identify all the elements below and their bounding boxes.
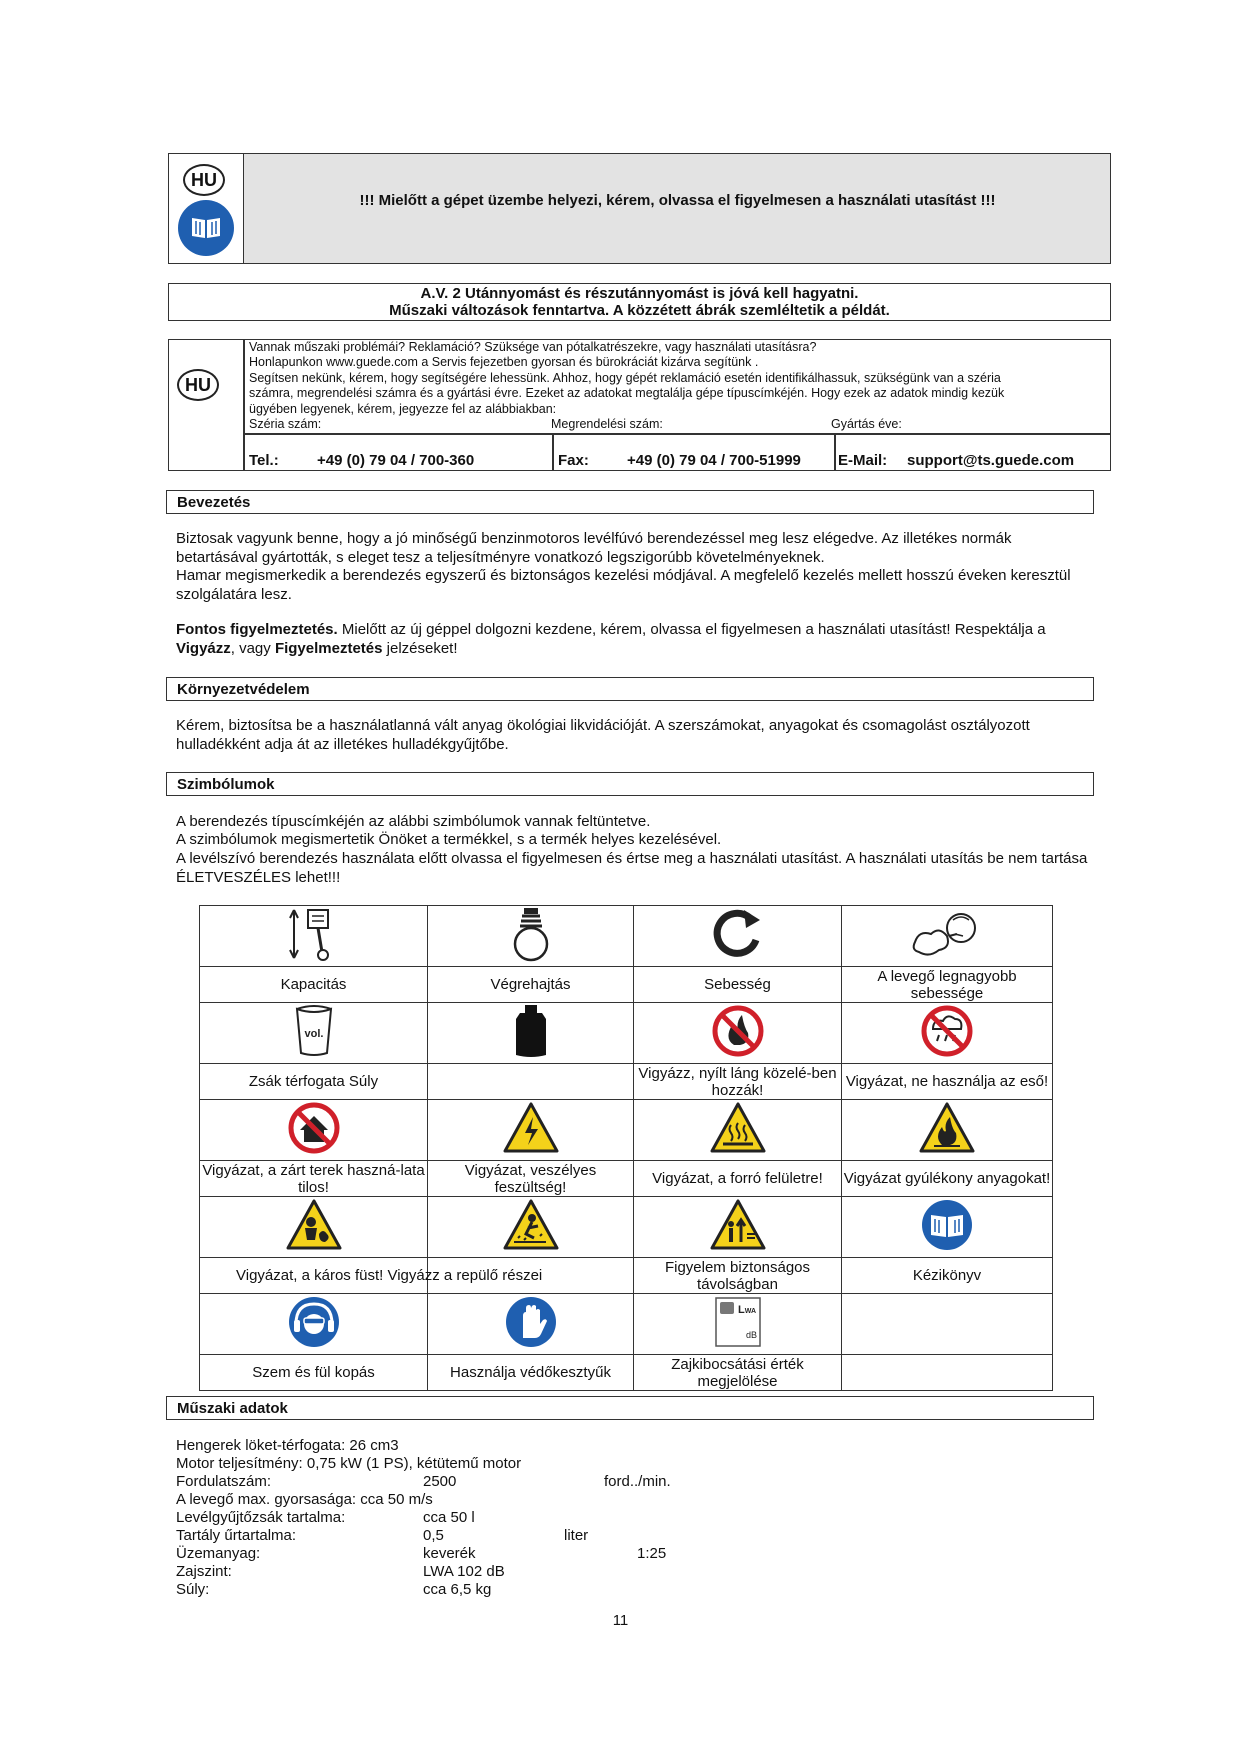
contact-line: Vannak műszaki problémái? Reklamáció? Szüksége van pótalkatrészekre, vagy használati utasításra?: [249, 340, 817, 354]
notice-line-2: Műszaki változások fenntartva. A közzétett ábrák szemléltetik a példát.: [389, 302, 890, 319]
spec-label: Súly:: [176, 1581, 210, 1598]
spec-label: Fordulatszám:: [176, 1473, 272, 1490]
environment-paragraph: Kérem, biztosítsa be a használatlanná vált anyag ökológiai likvidációját. A szerszámokat, anyagokat és csomagolást osztályozott hulladékként adja át az illetékes hulladékgyűjtőbe.: [176, 717, 1030, 753]
no-open-flame-icon: [710, 1003, 766, 1059]
lang-badge: HU: [183, 164, 225, 196]
symbol-cell: [634, 1100, 842, 1161]
high-voltage-icon: [502, 1101, 560, 1155]
symbols-paragraph-2: A szimbólumok megismertetik Önöket a termékkel, s a termék helyes kezelésével.: [176, 831, 722, 848]
weight-icon: [506, 1003, 556, 1059]
order-label: Megrendelési szám:: [551, 417, 663, 431]
intro-paragraph-3: [176, 621, 1096, 658]
year-label: Gyártás éve:: [831, 417, 902, 431]
symbol-cell: [428, 1197, 634, 1258]
spec-value: cca 6,5 kg: [423, 1581, 492, 1598]
symbol-cell: [200, 1100, 428, 1161]
fax-value: +49 (0) 79 04 / 700-51999: [627, 452, 801, 469]
symbols-paragraph-3: A levélszívó berendezés használata előtt olvassa el figyelmesen és értse meg a használati utasítást. A használati utasítás be nem tartása ÉLETVESZÉLES lehet!!!: [176, 850, 1088, 886]
noise-level-icon: [710, 1294, 766, 1350]
spec-label: Üzemanyag:: [176, 1545, 261, 1562]
symbol-label: A levegő legnagyobb sebessége: [842, 967, 1053, 1003]
symbol-label: [200, 1258, 543, 1294]
intro-text: Mielőtt az új géppel dolgozni kezdene, kérem, olvassa el figyelmesen a használati utasítást! Respektálja a: [337, 621, 1046, 638]
spec-value: 2500: [423, 1473, 457, 1490]
contact-line: számra, megrendelési számra és a gyártási évre. Ezeket az adatokat megtalálja gépe típuscímkéjén. Hogy ezek az adatok mindig kezük: [249, 386, 1005, 401]
spec-value: LWA 102 dB: [423, 1563, 505, 1580]
symbol-label: [842, 1355, 1053, 1391]
symbol-label: Vigyázat, a zárt terek haszná-lata tilos!: [200, 1161, 428, 1197]
symbol-label-row: [200, 1161, 1053, 1197]
intro-emphasis: Vigyázz: [176, 639, 231, 657]
spec-label: Zajszint:: [176, 1563, 232, 1580]
contact-line: Segítsen nekünk, kérem, hogy segítségére lehessünk. Ahhoz, hogy gépét reklamáció esetén identifikálhassuk, szükségünk van a széria: [249, 370, 1001, 385]
symbol-cell: [200, 906, 428, 967]
symbol-label-row: [200, 967, 1053, 1003]
symbol-cell: [634, 1294, 842, 1355]
no-rain-icon: [919, 1003, 975, 1059]
symbol-icon-row: [200, 1197, 1053, 1258]
spec-unit: 1:25: [637, 1545, 667, 1562]
symbol-label-row: [200, 1064, 1053, 1100]
symbol-cell: [842, 1003, 1053, 1064]
noise-level-text: WA: [744, 1308, 756, 1315]
symbol-cell: [842, 1197, 1053, 1258]
spec-label: Motor teljesítmény: 0,75 kW (1 PS), kétütemű motor: [176, 1455, 522, 1472]
contact-line: Honlapunkon www.guede.com a Servis fejezetben gyorsan és bürokráciát kizárva segítünk .: [249, 355, 759, 370]
symbol-cell: [428, 906, 634, 967]
spec-unit: liter: [564, 1527, 589, 1544]
symbol-cell: [634, 1197, 842, 1258]
symbol-label: Vigyázz, nyílt láng közelé-ben hozzák!: [634, 1064, 842, 1100]
spec-label: Levélgyűjtőzsák tartalma:: [176, 1509, 346, 1526]
symbol-label: Végrehajtás: [428, 967, 634, 1003]
manual-icon: [919, 1197, 975, 1253]
spec-value: 0,5: [423, 1527, 444, 1544]
symbol-cell: [428, 1100, 634, 1161]
symbol-label: Zsák térfogata Súly: [200, 1064, 428, 1100]
section-heading-symbols: Szimbólumok: [166, 772, 1094, 796]
symbol-label: Sebesség: [634, 967, 842, 1003]
symbol-label-wide: Vigyázat, a káros füst! Vigyázz a repülő részei: [236, 1267, 543, 1284]
symbol-cell: [842, 906, 1053, 967]
spec-label: A levegő max. gyorsasága: cca 50 m/s: [176, 1491, 433, 1508]
eye-ear-protection-icon: [286, 1294, 342, 1350]
symbol-cell: [634, 906, 842, 967]
bag-volume-icon: [291, 1003, 337, 1059]
bag-volume-text: vol.: [304, 1028, 323, 1040]
symbol-label: [428, 1064, 634, 1100]
spec-label: Tartály űrtartalma:: [176, 1527, 297, 1544]
safe-distance-icon: [709, 1198, 767, 1252]
flying-parts-icon: [502, 1198, 560, 1252]
section-heading-tech: Műszaki adatok: [166, 1396, 1094, 1420]
spec-label: Hengerek löket-térfogata: 26 cm3: [176, 1437, 399, 1454]
intro-emphasis: Fontos figyelmeztetés.: [176, 621, 338, 638]
symbol-label: Zajkibocsátási érték megjelölése: [634, 1355, 842, 1391]
manual-icon: [178, 200, 234, 256]
symbol-icon-row: [200, 1100, 1053, 1161]
email-value[interactable]: support@ts.guede.com: [907, 452, 1075, 469]
symbol-label: Szem és fül kopás: [200, 1355, 428, 1391]
contact-divider-fax: [552, 433, 554, 471]
symbol-label: Kapacitás: [200, 967, 428, 1003]
noise-level-text: L: [737, 1304, 745, 1316]
page-number: 11: [612, 1612, 629, 1629]
speed-icon: [710, 906, 766, 962]
hot-surface-icon: [709, 1101, 767, 1155]
serial-label: Széria szám:: [249, 417, 322, 431]
contact-lang-badge: HU: [177, 369, 219, 401]
execution-icon: [506, 906, 556, 962]
spec-value: keverék: [423, 1545, 476, 1562]
symbol-cell: [842, 1294, 1053, 1355]
spec-unit: ford../min.: [604, 1473, 671, 1490]
tel-label: Tel.:: [249, 452, 279, 469]
symbol-label: Figyelem biztonságos távolságban: [634, 1258, 842, 1294]
symbol-cell: [200, 1197, 428, 1258]
intro-text: jelzéseket!: [382, 639, 458, 657]
notice-line-1: A.V. 2 Utánnyomást és részutánnyomást is jóvá kell hagyatni.: [420, 285, 859, 302]
symbol-cell: [200, 1294, 428, 1355]
symbol-cell: [200, 1003, 428, 1064]
intro-emphasis: Figyelmeztetés: [274, 639, 383, 657]
symbol-cell: [634, 1003, 842, 1064]
spec-value: cca 50 l: [423, 1509, 475, 1526]
symbol-cell: [428, 1294, 634, 1355]
no-enclosed-space-icon: [286, 1100, 342, 1156]
symbol-cell: [428, 1003, 634, 1064]
symbol-label: Vigyázat, a forró felületre!: [634, 1161, 842, 1197]
symbol-label: Vigyázat gyúlékony anyagokat!: [842, 1161, 1053, 1197]
symbol-label: Kézikönyv: [842, 1258, 1053, 1294]
toxic-fumes-icon: [285, 1198, 343, 1252]
contact-text: [249, 340, 1109, 417]
symbol-label-row: [200, 1355, 1053, 1391]
header-warning: !!! Mielőtt a gépet üzembe helyezi, kérem, olvassa el figyelmesen a használati utasítást !!!: [359, 192, 996, 209]
contact-divider-v: [243, 339, 245, 471]
symbol-cell: [842, 1100, 1053, 1161]
symbol-label: Használja védőkesztyűk: [428, 1355, 634, 1391]
flammable-icon: [918, 1101, 976, 1155]
intro-paragraph-2: Hamar megismerkedik a berendezés egyszerű és biztonságos kezelési módjával. A megfelelő kezelés mellett hosszú éveken keresztül szolgálatára lesz.: [176, 567, 1071, 603]
symbol-label: Vigyázat, veszélyes feszültség!: [428, 1161, 634, 1197]
symbols-paragraph-1: A berendezés típuscímkéjén az alábbi szimbólumok vannak feltüntetve.: [176, 813, 651, 830]
email-label: E-Mail:: [838, 452, 888, 469]
contact-line: ügyében legyenek, kérem, jegyezze fel az alábbiakban:: [249, 401, 557, 416]
capacity-icon: [284, 906, 344, 962]
symbol-icon-row: [200, 1003, 1053, 1064]
noise-level-text: dB: [745, 1330, 757, 1340]
symbol-label-row: [200, 1258, 1053, 1294]
section-heading-environment: Környezetvédelem: [166, 677, 1094, 701]
fax-label: Fax:: [558, 452, 589, 469]
intro-text: , vagy: [230, 639, 275, 657]
air-speed-icon: [909, 906, 985, 962]
gloves-icon: [503, 1294, 559, 1350]
contact-divider-mail: [834, 433, 836, 471]
symbol-icon-row: [200, 906, 1053, 967]
section-heading-intro: Bevezetés: [166, 490, 1094, 514]
symbols-table: [199, 905, 1053, 1391]
tel-value[interactable]: +49 (0) 79 04 / 700-360: [317, 452, 475, 469]
symbol-icon-row: [200, 1294, 1053, 1355]
symbol-label: Vigyázat, ne használja az eső!: [842, 1064, 1053, 1100]
intro-paragraph-1: Biztosak vagyunk benne, hogy a jó minőségű benzinmotoros levélfúvó berendezéssel meg lesz elégedve. Az illetékes normák betartásával gyártották, s eleget tesz a teljesítményre vonatkozó legszigorúbb követelményeknek.: [176, 530, 1012, 566]
contact-divider-h: [243, 433, 1111, 435]
